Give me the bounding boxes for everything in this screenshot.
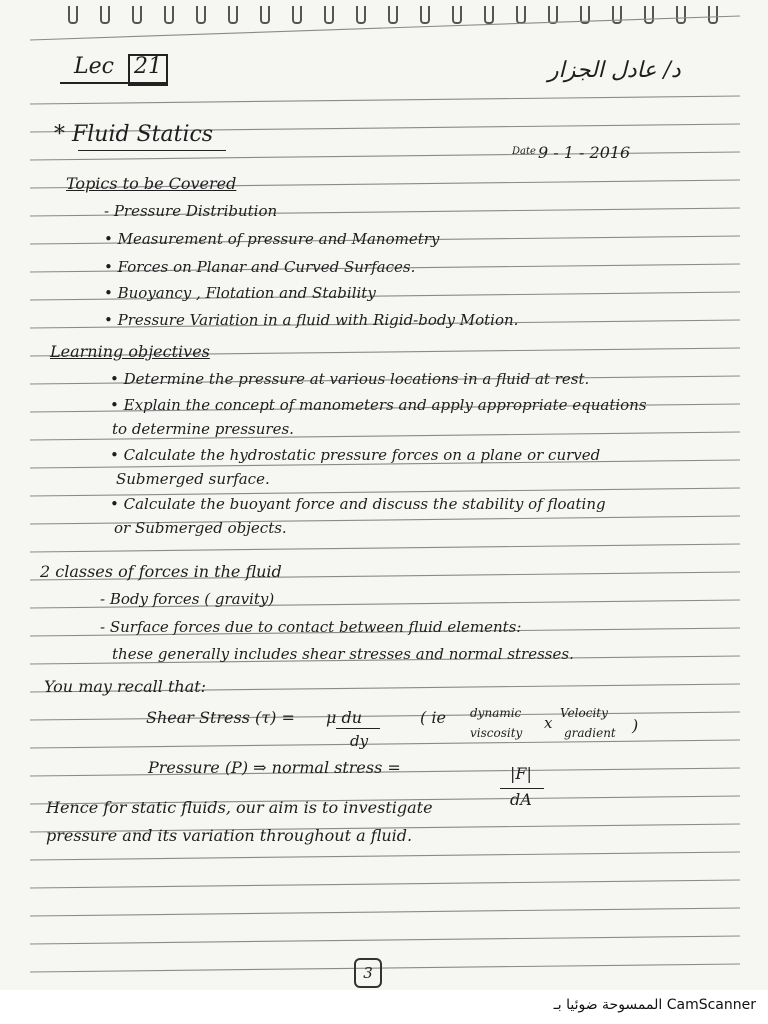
forces-line: - Body forces ( gravity) [100, 590, 275, 608]
lecture-label: Lec [74, 54, 114, 79]
conclusion-line: pressure and its variation throughout a fluid. [46, 826, 413, 845]
objective-line: • Calculate the buoyant force and discuss the stability of floating [110, 495, 606, 513]
page-title: * Fluid Statics [54, 122, 214, 147]
pressure-denominator: dA [510, 790, 532, 809]
shear-viscosity: viscosity [470, 726, 523, 740]
objective-line: • Explain the concept of manometers and apply appropriate equations [110, 396, 647, 414]
title-underline [78, 150, 226, 151]
shear-fraction-bar [336, 728, 380, 729]
objective-line: to determine pressures. [112, 420, 294, 438]
page-number: 3 [354, 958, 382, 988]
pressure-numerator: |F| [510, 764, 532, 783]
lecture-underline [60, 82, 168, 84]
objectives-heading: Learning objectives [50, 342, 210, 361]
pressure-fraction-bar [500, 788, 544, 789]
objective-line: or Submerged objects. [114, 519, 287, 537]
date-value: 9 - 1 - 2016 [538, 143, 631, 162]
lecture-number: 21 [134, 54, 162, 79]
topic-item: - Pressure Distribution [104, 202, 278, 220]
conclusion-line: Hence for static fluids, our aim is to investigate [46, 798, 433, 817]
shear-gradient: gradient [564, 726, 616, 740]
shear-close-paren: ) [632, 716, 639, 735]
objective-line: Submerged surface. [116, 470, 270, 488]
shear-denominator: dy [350, 732, 369, 750]
shear-stress-lhs: Shear Stress (τ) = [146, 708, 295, 727]
topic-item: • Forces on Planar and Curved Surfaces. [104, 258, 416, 276]
forces-line: - Surface forces due to contact between fluid elements: [100, 618, 522, 636]
shear-times: x [544, 714, 553, 732]
shear-velocity: Velocity [560, 706, 608, 720]
pressure-lhs: Pressure (P) ⇒ normal stress = [148, 758, 401, 777]
shear-ie: ( ie [420, 708, 446, 727]
topic-item: • Buoyancy , Flotation and Stability [104, 284, 376, 302]
shear-numerator: μ du [326, 708, 363, 727]
forces-line: these generally includes shear stresses and normal stresses. [112, 645, 574, 663]
topics-heading: Topics to be Covered [66, 174, 237, 193]
forces-heading: 2 classes of forces in the fluid [40, 562, 282, 581]
objective-line: • Calculate the hydrostatic pressure forces on a plane or curved [110, 446, 601, 464]
recall-heading: You may recall that: [44, 677, 207, 696]
author-signature: د/ عادل الجزار [548, 58, 681, 83]
topic-item: • Measurement of pressure and Manometry [104, 230, 440, 248]
scanner-watermark: CamScanner الممسوحة ضوئيا بـ [553, 997, 756, 1013]
scanner-footer [0, 990, 768, 1024]
shear-dynamic: dynamic [470, 706, 522, 720]
topic-item: • Pressure Variation in a fluid with Rigid-body Motion. [104, 311, 519, 329]
date-label: Date [512, 146, 536, 157]
objective-line: • Determine the pressure at various locations in a fluid at rest. [110, 370, 590, 388]
